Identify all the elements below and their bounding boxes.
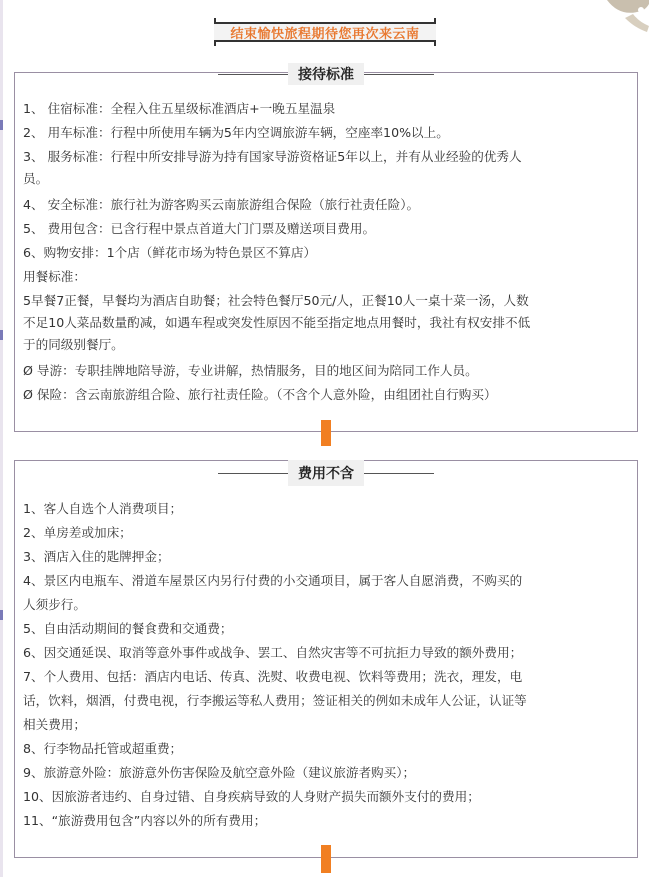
- cost-exclusions-section: [14, 460, 638, 858]
- list-item: 11、“旅游费用包含”内容以外的所有费用；: [23, 813, 267, 828]
- list-item: 1、 住宿标准：全程入住五星级标准酒店+一晚五星温泉: [23, 101, 336, 116]
- closing-banner-text: 结束愉快旅程期待您再次来云南: [214, 22, 436, 42]
- list-item: 4、 安全标准：旅行社为游客购买云南旅游组合保险（旅行社责任险）。: [23, 197, 420, 212]
- list-item: 4、景区内电瓶车、滑道车屋景区内另行付费的小交通项目，属于客人自愿消费，不购买的: [23, 573, 523, 588]
- left-edge-mark: [0, 610, 3, 620]
- list-item: 3、 服务标准：行程中所安排导游为持有国家导游资格证5年以上，并有从业经验的优秀人: [23, 149, 522, 164]
- list-item: 不足10人菜品数量酌减，如遇车程或突发性原因不能至指定地点用餐时，我社有权安排不低: [23, 315, 531, 330]
- list-item: 5、 费用包含：已含行程中景点首道大门门票及赠送项目费用。: [23, 221, 376, 236]
- list-item: 8、行李物品托管或超重费；: [23, 741, 183, 756]
- left-edge-mark: [0, 120, 3, 130]
- reception-standards-section: [14, 67, 638, 432]
- section-title: 接待标准: [288, 63, 364, 85]
- list-item: 5、自由活动期间的餐食费和交通费；: [23, 621, 233, 636]
- list-item: Ø 保险：含云南旅游组合险、旅行社责任险。（不含个人意外险，由组团社自行购买）: [23, 387, 497, 402]
- closing-banner: [214, 18, 436, 46]
- list-item: Ø 导游：专职挂牌地陪导游，专业讲解，热情服务，目的地区间为陪同工作人员。: [23, 363, 478, 378]
- list-item: 话，饮料，烟酒，付费电视，行李搬运等私人费用；签证相关的例如未成年人公证，认证等: [23, 693, 527, 708]
- section-connector: [321, 420, 331, 446]
- left-edge-rule: [0, 0, 3, 877]
- section-title: 费用不含: [288, 460, 364, 486]
- list-item: 6、因交通延误、取消等意外事件或战争、罢工、自然灾害等不可抗拒力导致的额外费用；: [23, 645, 523, 660]
- list-item: 10、因旅游者违约、自身过错、自身疾病导致的人身财产损失而额外支付的费用；: [23, 789, 480, 804]
- list-item: 2、 用车标准：行程中所使用车辆为5年内空调旅游车辆，空座率10%以上。: [23, 125, 449, 140]
- list-item: 1、客人自选个人消费项目；: [23, 501, 183, 516]
- list-item: 5早餐7正餐，早餐均为酒店自助餐；社会特色餐厅50元/人，正餐10人一桌十菜一汤，人数: [23, 293, 529, 308]
- list-item: 9、旅游意外险：旅游意外伤害保险及航空意外险（建议旅游者购买）；: [23, 765, 416, 780]
- list-item: 相关费用；: [23, 717, 86, 732]
- list-item: 用餐标准：: [23, 269, 86, 284]
- list-item: 3、酒店入住的匙牌押金；: [23, 549, 170, 564]
- list-item: 员。: [23, 171, 49, 186]
- section-connector: [321, 845, 331, 873]
- list-item: 7、个人费用、包括：酒店内电话、传真、洗熨、收费电视、饮料等费用；洗衣，理发，电: [23, 669, 523, 684]
- list-item: 于的同级别餐厅。: [23, 337, 124, 352]
- corner-decoration-icon: [589, 0, 649, 40]
- list-item: 2、单房差或加床；: [23, 525, 132, 540]
- left-edge-mark: [0, 330, 3, 340]
- list-item: 6、购物安排：1个店（鲜花市场为特色景区不算店）: [23, 245, 317, 260]
- list-item: 人须步行。: [23, 597, 86, 612]
